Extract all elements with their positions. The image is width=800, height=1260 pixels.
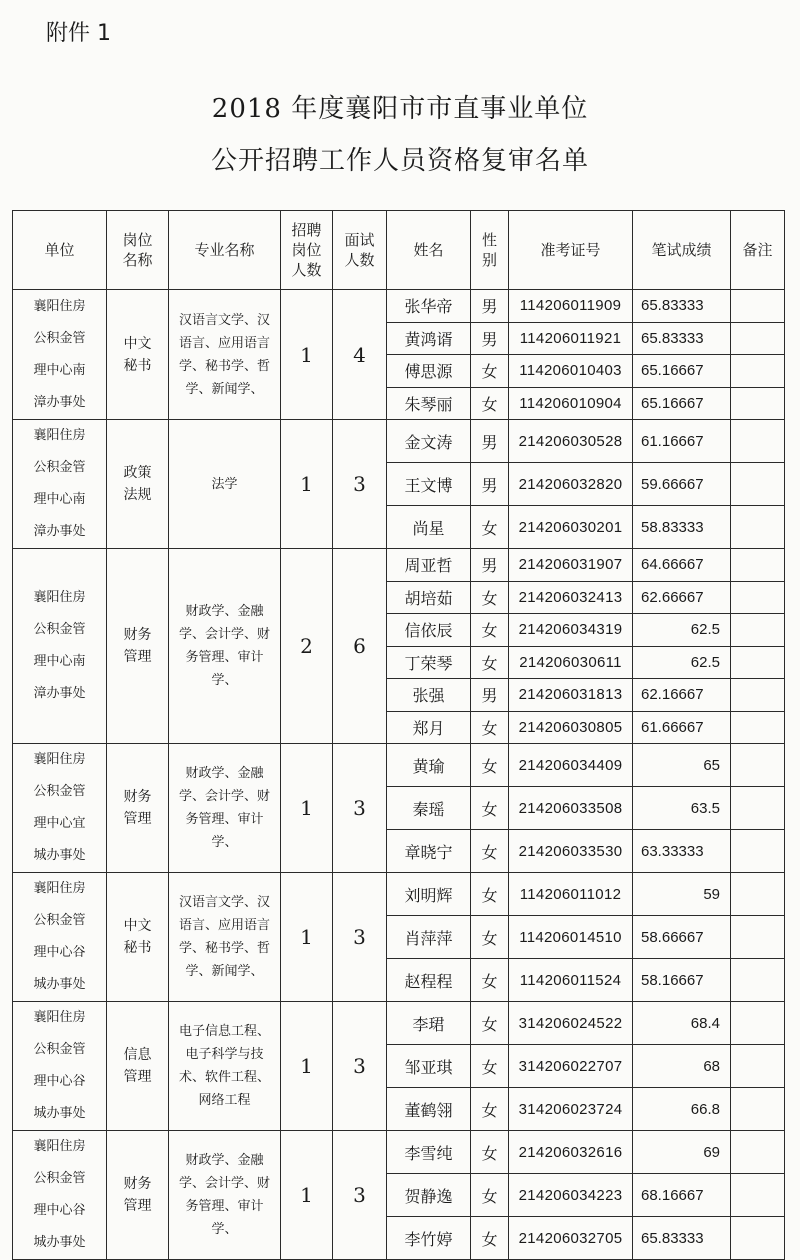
- major-cell: 财政学、金融 学、会计学、财 务管理、审计 学、: [169, 744, 281, 873]
- score-cell: 61.16667: [633, 420, 731, 463]
- name-cell: 刘明辉: [387, 873, 471, 916]
- name-cell: 傅思源: [387, 355, 471, 388]
- remark-cell: [731, 506, 785, 549]
- sex-cell: 女: [471, 787, 509, 830]
- remark-cell: [731, 549, 785, 582]
- post-cell: 财务 管理: [107, 1131, 169, 1260]
- exam-no-cell: 214206030611: [509, 646, 633, 679]
- header-name: 姓名: [387, 211, 471, 290]
- exam-no-cell: 114206011921: [509, 322, 633, 355]
- post-cell: 财务 管理: [107, 549, 169, 744]
- exam-no-cell: 114206010403: [509, 355, 633, 388]
- interviews-cell: 3: [333, 744, 387, 873]
- interviews-cell: 3: [333, 873, 387, 1002]
- exam-no-cell: 214206032616: [509, 1131, 633, 1174]
- remark-cell: [731, 959, 785, 1002]
- score-cell: 62.66667: [633, 581, 731, 614]
- sex-cell: 女: [471, 614, 509, 647]
- table-header-row: [13, 211, 785, 290]
- header-sex: 性 别: [471, 211, 509, 290]
- remark-cell: [731, 873, 785, 916]
- header-major: 专业名称: [169, 211, 281, 290]
- major-cell: 电子信息工程、 电子科学与技 术、软件工程、 网络工程: [169, 1002, 281, 1131]
- positions-cell: 1: [281, 1131, 333, 1260]
- table-row: [13, 1002, 785, 1045]
- remark-cell: [731, 290, 785, 323]
- score-cell: 64.66667: [633, 549, 731, 582]
- sex-cell: 男: [471, 290, 509, 323]
- sex-cell: 女: [471, 830, 509, 873]
- remark-cell: [731, 614, 785, 647]
- sex-cell: 女: [471, 1002, 509, 1045]
- exam-no-cell: 214206033530: [509, 830, 633, 873]
- exam-no-cell: 114206014510: [509, 916, 633, 959]
- unit-cell: 襄阳住房 公积金管 理中心南 漳办事处: [13, 420, 107, 549]
- name-cell: 周亚哲: [387, 549, 471, 582]
- table-row: [13, 549, 785, 582]
- sex-cell: 女: [471, 873, 509, 916]
- score-cell: 58.83333: [633, 506, 731, 549]
- name-cell: 肖萍萍: [387, 916, 471, 959]
- score-cell: 62.5: [633, 646, 731, 679]
- remark-cell: [731, 1174, 785, 1217]
- sex-cell: 女: [471, 916, 509, 959]
- exam-no-cell: 214206034223: [509, 1174, 633, 1217]
- positions-cell: 1: [281, 290, 333, 420]
- score-cell: 58.66667: [633, 916, 731, 959]
- major-cell: 财政学、金融 学、会计学、财 务管理、审计 学、: [169, 549, 281, 744]
- sex-cell: 女: [471, 1045, 509, 1088]
- unit-cell: 襄阳住房 公积金管 理中心宜 城办事处: [13, 744, 107, 873]
- remark-cell: [731, 830, 785, 873]
- score-cell: 68.16667: [633, 1174, 731, 1217]
- name-cell: 张华帝: [387, 290, 471, 323]
- post-cell: 中文 秘书: [107, 290, 169, 420]
- exam-no-cell: 214206032820: [509, 463, 633, 506]
- header-positions: 招聘 岗位 人数: [281, 211, 333, 290]
- remark-cell: [731, 1045, 785, 1088]
- title-line-2: 公开招聘工作人员资格复审名单: [210, 146, 589, 176]
- table-row: [13, 873, 785, 916]
- score-cell: 59.66667: [633, 463, 731, 506]
- score-cell: 66.8: [633, 1088, 731, 1131]
- sex-cell: 女: [471, 355, 509, 388]
- sex-cell: 男: [471, 549, 509, 582]
- sex-cell: 女: [471, 1088, 509, 1131]
- sex-cell: 女: [471, 1174, 509, 1217]
- name-cell: 郑月: [387, 711, 471, 744]
- sex-cell: 男: [471, 322, 509, 355]
- score-cell: 61.66667: [633, 711, 731, 744]
- sex-cell: 女: [471, 387, 509, 420]
- score-cell: 63.5: [633, 787, 731, 830]
- post-cell: 财务 管理: [107, 744, 169, 873]
- remark-cell: [731, 679, 785, 712]
- score-cell: 65.16667: [633, 355, 731, 388]
- interviews-cell: 6: [333, 549, 387, 744]
- remark-cell: [731, 420, 785, 463]
- positions-cell: 1: [281, 744, 333, 873]
- exam-no-cell: 114206011012: [509, 873, 633, 916]
- name-cell: 秦瑶: [387, 787, 471, 830]
- sex-cell: 男: [471, 420, 509, 463]
- sex-cell: 男: [471, 679, 509, 712]
- header-interviews: 面试 人数: [333, 211, 387, 290]
- positions-cell: 1: [281, 420, 333, 549]
- post-cell: 中文 秘书: [107, 873, 169, 1002]
- exam-no-cell: 114206011909: [509, 290, 633, 323]
- remark-cell: [731, 1217, 785, 1260]
- name-cell: 金文涛: [387, 420, 471, 463]
- score-cell: 62.5: [633, 614, 731, 647]
- score-cell: 63.33333: [633, 830, 731, 873]
- remark-cell: [731, 581, 785, 614]
- name-cell: 贺静逸: [387, 1174, 471, 1217]
- score-cell: 65.83333: [633, 322, 731, 355]
- score-cell: 59: [633, 873, 731, 916]
- major-cell: 汉语言文学、汉 语言、应用语言 学、秘书学、哲 学、新闻学、: [169, 873, 281, 1002]
- table-row: [13, 744, 785, 787]
- header-post: 岗位 名称: [107, 211, 169, 290]
- name-cell: 朱琴丽: [387, 387, 471, 420]
- sex-cell: 女: [471, 646, 509, 679]
- unit-cell: 襄阳住房 公积金管 理中心南 漳办事处: [13, 290, 107, 420]
- name-cell: 李雪纯: [387, 1131, 471, 1174]
- interviews-cell: 3: [333, 1131, 387, 1260]
- score-cell: 68: [633, 1045, 731, 1088]
- score-cell: 65.16667: [633, 387, 731, 420]
- remark-cell: [731, 744, 785, 787]
- name-cell: 赵程程: [387, 959, 471, 1002]
- header-score: 笔试成绩: [633, 211, 731, 290]
- name-cell: 黄瑜: [387, 744, 471, 787]
- interviews-cell: 3: [333, 420, 387, 549]
- remark-cell: [731, 322, 785, 355]
- name-cell: 尚星: [387, 506, 471, 549]
- exam-no-cell: 314206022707: [509, 1045, 633, 1088]
- positions-cell: 2: [281, 549, 333, 744]
- exam-no-cell: 114206010904: [509, 387, 633, 420]
- interviews-cell: 4: [333, 290, 387, 420]
- positions-cell: 1: [281, 1002, 333, 1131]
- score-cell: 65.83333: [633, 290, 731, 323]
- table-row: [13, 420, 785, 463]
- exam-no-cell: 114206011524: [509, 959, 633, 1002]
- score-cell: 68.4: [633, 1002, 731, 1045]
- exam-no-cell: 314206024522: [509, 1002, 633, 1045]
- post-cell: 信息 管理: [107, 1002, 169, 1131]
- exam-no-cell: 214206034409: [509, 744, 633, 787]
- name-cell: 胡培茹: [387, 581, 471, 614]
- sex-cell: 女: [471, 959, 509, 1002]
- table-row: [13, 1131, 785, 1174]
- unit-cell: 襄阳住房 公积金管 理中心谷 城办事处: [13, 1002, 107, 1131]
- sex-cell: 女: [471, 1217, 509, 1260]
- score-cell: 65.83333: [633, 1217, 731, 1260]
- remark-cell: [731, 1131, 785, 1174]
- sex-cell: 女: [471, 744, 509, 787]
- remark-cell: [731, 463, 785, 506]
- remark-cell: [731, 1088, 785, 1131]
- name-cell: 董鹤翎: [387, 1088, 471, 1131]
- interviews-cell: 3: [333, 1002, 387, 1131]
- sex-cell: 女: [471, 506, 509, 549]
- name-cell: 张强: [387, 679, 471, 712]
- remark-cell: [731, 916, 785, 959]
- sex-cell: 女: [471, 711, 509, 744]
- score-cell: 65: [633, 744, 731, 787]
- remark-cell: [731, 1002, 785, 1045]
- exam-no-cell: 214206030201: [509, 506, 633, 549]
- exam-no-cell: 214206032413: [509, 581, 633, 614]
- exam-no-cell: 214206030528: [509, 420, 633, 463]
- name-cell: 章晓宁: [387, 830, 471, 873]
- unit-cell: 襄阳住房 公积金管 理中心南 漳办事处: [13, 549, 107, 744]
- sex-cell: 女: [471, 581, 509, 614]
- remark-cell: [731, 787, 785, 830]
- exam-no-cell: 214206030805: [509, 711, 633, 744]
- remark-cell: [731, 387, 785, 420]
- header-exam-no: 准考证号: [509, 211, 633, 290]
- name-cell: 王文博: [387, 463, 471, 506]
- major-cell: 汉语言文学、汉 语言、应用语言 学、秘书学、哲 学、新闻学、: [169, 290, 281, 420]
- name-cell: 李竹婷: [387, 1217, 471, 1260]
- remark-cell: [731, 711, 785, 744]
- table-row: [13, 290, 785, 323]
- name-cell: 邹亚琪: [387, 1045, 471, 1088]
- exam-no-cell: 214206031813: [509, 679, 633, 712]
- name-cell: 信依辰: [387, 614, 471, 647]
- score-cell: 62.16667: [633, 679, 731, 712]
- name-cell: 李珺: [387, 1002, 471, 1045]
- post-cell: 政策 法规: [107, 420, 169, 549]
- exam-no-cell: 314206023724: [509, 1088, 633, 1131]
- exam-no-cell: 214206031907: [509, 549, 633, 582]
- header-remark: 备注: [731, 211, 785, 290]
- sex-cell: 女: [471, 1131, 509, 1174]
- name-cell: 黄鸿谞: [387, 322, 471, 355]
- major-cell: 财政学、金融 学、会计学、财 务管理、审计 学、: [169, 1131, 281, 1260]
- positions-cell: 1: [281, 873, 333, 1002]
- exam-no-cell: 214206032705: [509, 1217, 633, 1260]
- unit-cell: 襄阳住房 公积金管 理中心谷 城办事处: [13, 873, 107, 1002]
- score-cell: 58.16667: [633, 959, 731, 1002]
- remark-cell: [731, 355, 785, 388]
- header-unit: 单位: [13, 211, 107, 290]
- sex-cell: 男: [471, 463, 509, 506]
- title-line-1: 2018 年度襄阳市市直事业单位: [211, 94, 589, 124]
- name-cell: 丁荣琴: [387, 646, 471, 679]
- candidate-table: [12, 210, 785, 1260]
- score-cell: 69: [633, 1131, 731, 1174]
- attachment-label: 附件 1: [46, 21, 111, 46]
- major-cell: 法学: [169, 420, 281, 549]
- remark-cell: [731, 646, 785, 679]
- exam-no-cell: 214206034319: [509, 614, 633, 647]
- exam-no-cell: 214206033508: [509, 787, 633, 830]
- unit-cell: 襄阳住房 公积金管 理中心谷 城办事处: [13, 1131, 107, 1260]
